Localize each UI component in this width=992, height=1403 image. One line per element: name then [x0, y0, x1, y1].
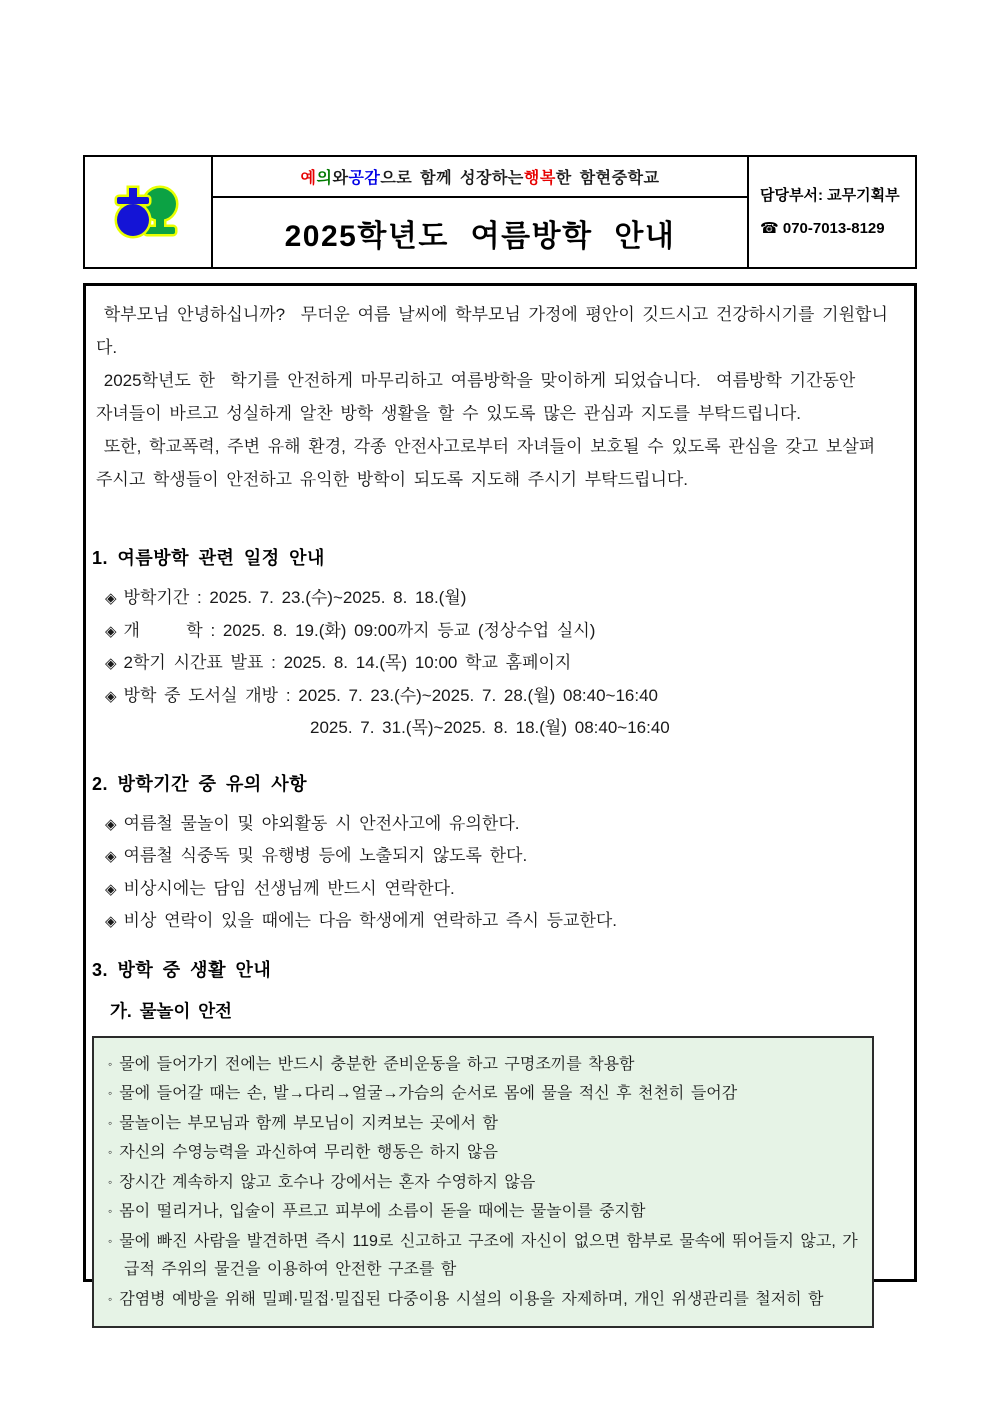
slogan-segment: 한 함현중학교 [555, 170, 660, 187]
safety-rule [108, 1197, 860, 1227]
schedule-item-text: 방학 중 도서실 개방 : 2025. 7. 23.(수)~2025. 7. 28.(월) 08:40~16:40 [123, 685, 659, 705]
notice-title: 2025학년도 여름방학 안내 [284, 219, 676, 253]
safety-rule [108, 1168, 860, 1198]
safety-rule-text: 물놀이는 부모님과 함께 부모님이 지켜보는 곳에서 함 [119, 1114, 498, 1132]
diamond-bullet-icon: ◈ [105, 913, 117, 930]
circle-bullet-icon: ◦ [108, 1086, 113, 1100]
caution-item [105, 905, 904, 938]
slogan-segment: 공감 [348, 170, 381, 187]
diamond-bullet-icon: ◈ [105, 880, 117, 898]
safety-rule-text: 몸이 떨리거나, 입술이 푸르고 피부에 소름이 돋을 때에는 물놀이를 중지함 [119, 1203, 646, 1220]
greeting-line: 자녀들이 바르고 성실하게 알찬 방학 생활을 할 수 있도록 많은 관심과 지도를 부탁드립니다. [96, 404, 802, 423]
slogan-segment: 행복 [523, 170, 556, 187]
schedule-item [105, 647, 904, 680]
caution-item-text: 여름철 식중독 및 유행병 등에 노출되지 않도록 한다. [123, 846, 528, 865]
contact-cell [747, 157, 915, 267]
phone-number: ☎ 070-7013-8129 [760, 220, 885, 237]
notice-header [83, 155, 917, 269]
section-life-guide [86, 956, 914, 1329]
safety-rule-text: 자신의 수영능력을 과신하여 무리한 행동은 하지 않음 [119, 1144, 498, 1161]
circle-bullet-icon: ◦ [108, 1233, 113, 1248]
department-label: 담당부서: 교무기획부 [760, 187, 900, 204]
diamond-bullet-icon: ◈ [105, 590, 117, 607]
greeting-line: 주시고 학생들이 안전하고 유익한 방학이 되도록 지도해 주시기 부탁드립니다. [96, 470, 689, 489]
diamond-bullet-icon: ◈ [105, 655, 117, 672]
safety-rule [108, 1079, 860, 1109]
caution-item [105, 840, 904, 873]
water-safety-subheading: 가. 물놀이 안전 [110, 1000, 233, 1021]
section-cautions [86, 770, 914, 938]
schedule-list [105, 582, 904, 744]
school-logo-icon [109, 178, 187, 246]
school-slogan [213, 157, 747, 198]
caution-item-text: 비상시에는 담임 선생님께 반드시 연락한다. [123, 878, 455, 898]
circle-bullet-icon: ◦ [108, 1174, 113, 1189]
section-schedule-heading: 1. 여름방학 관련 일정 안내 [92, 548, 325, 568]
safety-rule [108, 1227, 860, 1285]
schedule-item [105, 615, 904, 648]
cautions-list [105, 808, 904, 938]
safety-rule-text: 장시간 계속하지 않고 호수나 강에서는 혼자 수영하지 않음 [119, 1173, 536, 1191]
diamond-bullet-icon: ◈ [105, 815, 117, 833]
caution-item-text: 비상 연락이 있을 때에는 다음 학생에게 연락하고 즉시 등교한다. [123, 911, 618, 930]
schedule-item-text: 개 학 : 2025. 8. 19.(화) 09:00까지 등교 (정상수업 실시) [123, 620, 596, 640]
safety-rule-text: 물에 들어갈 때는 손, 발→다리→얼굴→가슴의 순서로 몸에 물을 적신 후 천천히 들어감 [119, 1085, 738, 1102]
slogan-segment: 의 [316, 170, 333, 187]
schedule-item [105, 712, 904, 744]
slogan-segment: 예 [300, 170, 317, 187]
schedule-item-text: 방학기간 : 2025. 7. 23.(수)~2025. 8. 18.(월) [123, 588, 467, 607]
circle-bullet-icon: ◦ [108, 1291, 113, 1306]
safety-rule [108, 1285, 860, 1315]
notice-body [83, 283, 917, 1308]
caution-item-text: 여름철 물놀이 및 야외활동 시 안전사고에 유의한다. [123, 813, 520, 833]
water-safety-box [92, 1036, 874, 1329]
greeting-line: 또한, 학교폭력, 주변 유해 환경, 각종 안전사고로부터 자녀들이 보호될 수 있도록 관심을 갖고 보살펴 [96, 437, 876, 456]
greeting-line: 2025학년도 한 학기를 안전하게 마무리하고 여름방학을 맞이하게 되었습니다. 여름방학 기간동안 [96, 371, 856, 390]
section-schedule [86, 544, 914, 744]
section-life-guide-heading: 3. 방학 중 생활 안내 [92, 959, 272, 980]
slogan-segment: 으로 함께 성장하는 [380, 170, 524, 187]
schedule-item-text: 2025. 7. 31.(목)~2025. 8. 18.(월) 08:40~16:40 [310, 718, 670, 737]
school-logo-cell [85, 157, 213, 267]
caution-item [105, 808, 904, 841]
safety-rule-text: 감염병 예방을 위해 밀폐·밀접·밀집된 다중이용 시설의 이용을 자제하며, 개인 위생관리를 철저히 함 [119, 1290, 824, 1308]
circle-bullet-icon: ◦ [108, 1204, 113, 1218]
greeting-line: 학부모님 안녕하십니까? 무더운 여름 날씨에 학부모님 가정에 평안이 깃드시고 건강하시기를 기원합니다. [96, 305, 888, 357]
schedule-item-text: 2학기 시간표 발표 : 2025. 8. 14.(목) 10:00 학교 홈페이지 [123, 653, 572, 672]
schedule-item [105, 680, 904, 713]
circle-bullet-icon: ◦ [108, 1115, 113, 1130]
caution-item [105, 873, 904, 906]
diamond-bullet-icon: ◈ [105, 687, 117, 705]
schedule-item [105, 582, 904, 615]
header-middle-cell [213, 157, 747, 267]
slogan-segment: 와 [332, 170, 349, 187]
circle-bullet-icon: ◦ [108, 1145, 113, 1159]
greeting-paragraphs [96, 298, 902, 496]
safety-rule [108, 1050, 860, 1080]
diamond-bullet-icon: ◈ [105, 622, 117, 640]
safety-rule [108, 1109, 860, 1139]
safety-rule-text: 물에 들어가기 전에는 반드시 충분한 준비운동을 하고 구명조끼를 착용함 [119, 1055, 635, 1073]
safety-rule [108, 1138, 860, 1168]
diamond-bullet-icon: ◈ [105, 848, 117, 865]
circle-bullet-icon: ◦ [108, 1056, 113, 1071]
section-cautions-heading: 2. 방학기간 중 유의 사항 [92, 773, 308, 794]
safety-rule-text: 물에 빠진 사람을 발견하면 즉시 119로 신고하고 구조에 자신이 없으면 함부로 물속에 뛰어들지 않고, 가급적 주위의 물건을 이용하여 안전한 구조를 함 [119, 1232, 858, 1278]
title-row [213, 198, 747, 267]
